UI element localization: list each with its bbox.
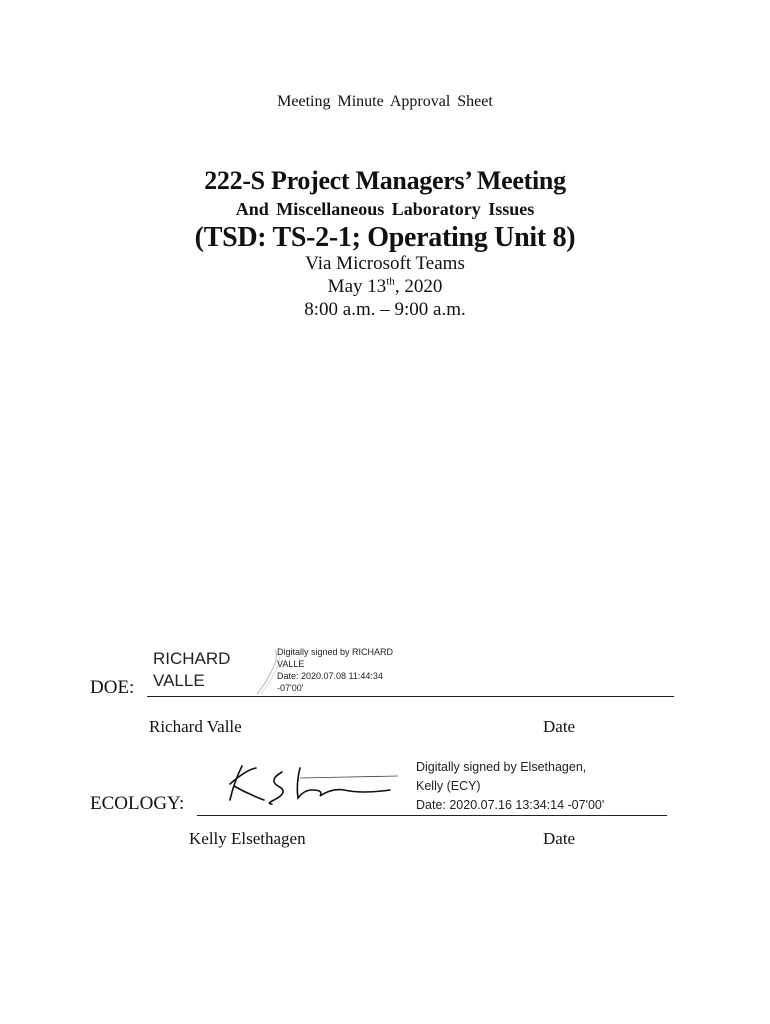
meeting-date [0,276,770,298]
meeting-scope: (TSD: TS-2-1; Operating Unit 8) [194,222,576,253]
doe-signer-name-line1: RICHARD [153,649,231,668]
ecology-printed-name: Kelly Elsethagen [189,829,306,848]
doe-sig-line: Digitally signed by RICHARD [277,647,394,657]
doe-sig-line: -07'00' [277,683,304,693]
ecology-sig-line: Digitally signed by Elsethagen, [416,760,587,774]
meeting-date-prefix: May 13 [327,276,387,297]
ecology-label: ECOLOGY: [90,793,185,814]
doe-date-label: Date [543,717,576,736]
meeting-title: 222-S Project Managers’ Meeting [204,166,566,195]
doe-label: DOE: [90,677,135,698]
sheet-title: Meeting Minute Approval Sheet [277,93,493,110]
ecology-date-label: Date [543,829,576,848]
doe-digital-signature [277,646,393,694]
doe-sig-line: Date: 2020.07.08 11:44:34 [277,671,383,681]
meeting-subtitle: And Miscellaneous Laboratory Issues [235,199,535,219]
handwritten-signature-icon [212,760,402,810]
meeting-via: Via Microsoft Teams [305,253,465,274]
meeting-date-year: , 2020 [394,276,443,297]
meeting-time: 8:00 a.m. – 9:00 a.m. [304,299,466,320]
ecology-sig-line: Date: 2020.07.16 13:34:14 -07'00' [416,798,605,812]
doe-printed-name: Richard Valle [149,717,242,736]
doe-signature-line [147,696,674,697]
ecology-digital-signature [416,758,604,815]
doe-sig-line: VALLE [277,659,305,669]
meeting-date-suffix: th [386,275,395,288]
ecology-signature-line [197,815,667,816]
ecology-sig-line: Kelly (ECY) [416,779,481,793]
doe-signer-name-line2: VALLE [153,671,205,690]
